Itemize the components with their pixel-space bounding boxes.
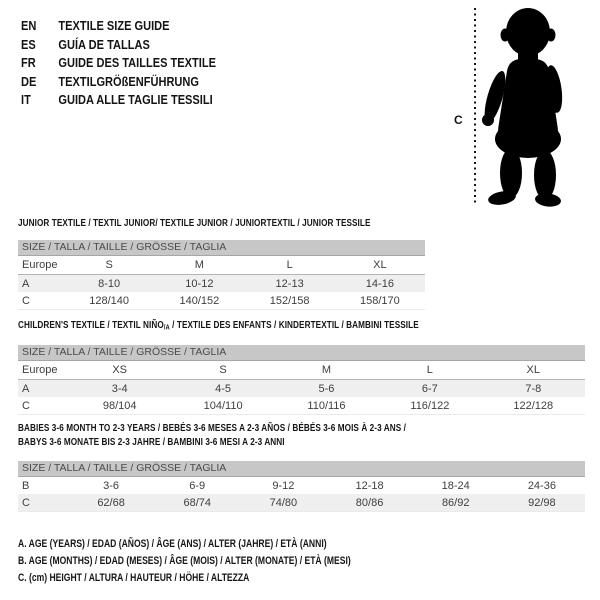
value-cell: 98/104 (102, 399, 137, 412)
size-cell: L (378, 361, 481, 380)
row-label: Europe (18, 256, 64, 275)
lang-code: EN (21, 18, 37, 33)
size-cell: L (245, 256, 335, 275)
row-label: A (18, 380, 68, 398)
value-cell: 152/158 (269, 294, 310, 307)
lang-code: ES (21, 36, 36, 52)
lang-label: TEXTILGRÖßENFÜHRUNG (58, 73, 199, 89)
row-label: A (18, 275, 64, 293)
lang-label: TEXTILE SIZE GUIDE (58, 18, 170, 33)
value-cell: 140/152 (179, 294, 220, 307)
table-row-a (18, 275, 425, 293)
lang-row-de (21, 73, 216, 92)
size-header-bar: SIZE / TALLA / TAILLE / GRÖSSE / TAGLIA (18, 461, 585, 477)
lang-label: GUÍA DE TALLAS (58, 36, 150, 52)
row-label: C (22, 399, 30, 412)
note-a: A. AGE (YEARS) / EDAD (AÑOS) / ÂGE (ANS) / ALTER (JAHRE) / ETÀ (ANNI) (18, 538, 327, 550)
value-cell: 92/98 (499, 494, 585, 511)
value-cell: 14-16 (335, 275, 425, 293)
language-list (21, 17, 216, 110)
value-cell: 74/80 (240, 494, 326, 511)
value-cell: 3-6 (103, 479, 120, 492)
value-cell: 68/74 (154, 494, 240, 511)
section-title-junior: JUNIOR TEXTILE / TEXTIL JUNIOR/ TEXTILE JUNIOR / JUNIORTEXTIL / JUNIOR TESSILE (18, 217, 371, 229)
value-cell: 18-24 (441, 479, 470, 492)
lang-label: GUIDA ALLE TAGLIE TESSILI (58, 92, 213, 108)
value-cell: 6-9 (189, 479, 206, 492)
junior-table (18, 240, 425, 310)
value-cell: 8-10 (64, 275, 154, 293)
value-cell: 110/116 (307, 399, 346, 412)
value-cell: 104/110 (203, 399, 243, 412)
value-cell: 6-7 (378, 380, 481, 398)
height-label-c: C (454, 113, 463, 127)
table-row-c (18, 292, 425, 309)
size-header-bar: SIZE / TALLA / TAILLE / GRÖSSE / TAGLIA (18, 345, 585, 361)
value-cell: 158/170 (359, 294, 400, 307)
value-cell: 128/140 (89, 294, 129, 307)
note-c: C. (cm) HEIGHT / ALTURA / HAUTEUR / HÖHE / ALTEZZA (18, 572, 250, 585)
value-cell: 5-6 (275, 380, 378, 398)
value-cell: 10-12 (154, 275, 244, 293)
size-cell: XL (482, 361, 585, 380)
lang-row-en (21, 17, 216, 36)
value-cell: 4-5 (171, 380, 274, 398)
title-subscript: /A (163, 322, 170, 332)
value-cell: 7-8 (482, 380, 585, 398)
table-row-a (18, 380, 585, 398)
table-row-b (18, 477, 585, 494)
lang-code: FR (21, 55, 36, 71)
value-cell: 80/86 (326, 494, 412, 511)
size-cell: XL (335, 256, 425, 275)
row-label: B (22, 479, 30, 492)
row-label: Europe (18, 361, 68, 380)
lang-label: GUIDE DES TAILLES TEXTILE (58, 55, 216, 71)
section-title-children (18, 319, 419, 332)
babies-table (18, 461, 585, 512)
lang-row-fr (21, 54, 216, 73)
row-label: C (22, 294, 30, 307)
section-title-babies (18, 422, 406, 449)
row-label: C (18, 494, 68, 511)
value-cell: 116/122 (410, 399, 450, 412)
value-cell: 3-4 (68, 380, 171, 398)
size-cell: S (64, 256, 154, 275)
lang-row-es (21, 36, 216, 55)
children-table (18, 345, 585, 415)
legend-notes (18, 536, 351, 588)
baby-figure (450, 5, 595, 210)
lang-row-it (21, 91, 216, 110)
table-row-c (18, 397, 585, 414)
lang-code: DE (21, 73, 37, 89)
value-cell: 122/128 (513, 399, 554, 412)
value-cell: 9-12 (272, 479, 295, 492)
title-line-1: BABIES 3-6 MONTH TO 2-3 YEARS / BEBÉS 3-6 MESES A 2-3 AÑOS / BÉBÉS 3-6 MOIS À 2-3 ANS / (18, 422, 407, 434)
title-text: / TEXTILE DES ENFANTS / KINDERTEXTIL / BAMBINI TESSILE (169, 319, 419, 331)
size-header-bar: SIZE / TALLA / TAILLE / GRÖSSE / TAGLIA (18, 240, 425, 256)
title-text: CHILDREN'S TEXTILE / TEXTIL NIÑO (18, 319, 164, 331)
table-row-c (18, 494, 585, 511)
size-cell: M (275, 361, 378, 380)
baby-silhouette (480, 8, 564, 208)
table-row-header (18, 256, 425, 275)
value-cell: 62/68 (68, 494, 154, 511)
title-line-2: BABYS 3-6 MONATE BIS 2-3 JAHRE / BAMBINI 3-6 MESI A 2-3 ANNI (18, 435, 285, 448)
table-row-header (18, 361, 585, 380)
size-cell: XS (68, 361, 171, 380)
note-b: B. AGE (MONTHS) / EDAD (MESES) / ÂGE (MOIS) / ALTER (MONATE) / ETÀ (MESI) (18, 555, 351, 568)
value-cell: 24-36 (527, 479, 556, 492)
value-cell: 86/92 (413, 494, 499, 511)
value-cell: 12-18 (355, 479, 384, 492)
lang-code: IT (21, 92, 31, 108)
size-cell: S (171, 361, 274, 380)
value-cell: 12-13 (245, 275, 335, 293)
size-cell: M (154, 256, 244, 275)
